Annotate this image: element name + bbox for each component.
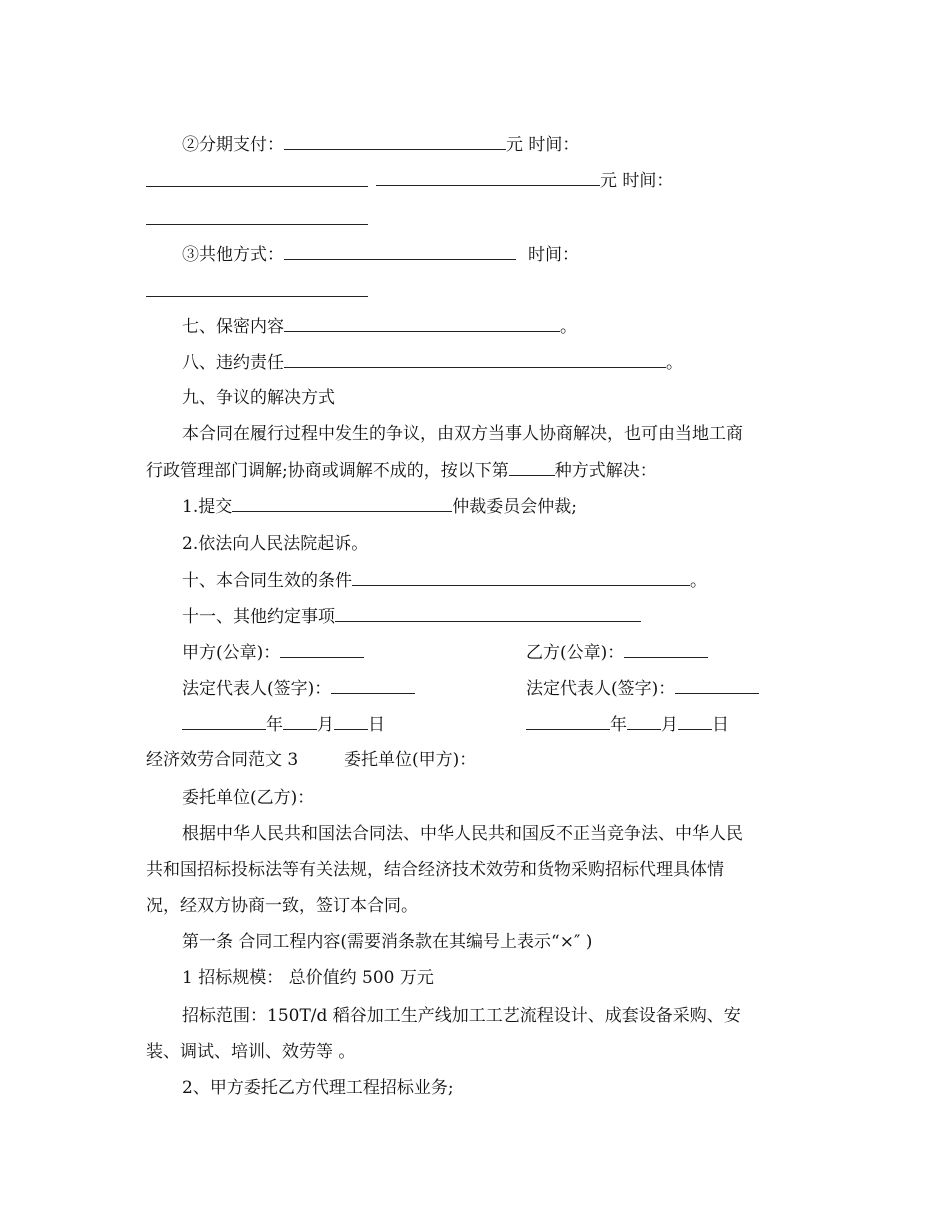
option-one (182, 494, 577, 519)
other-matters-blank (335, 604, 641, 622)
contract3-title: 经济效劳合同范文 3 (146, 750, 299, 770)
intro-line3: 况，经双方协商一致，签订本合同。 (146, 896, 418, 916)
yuan-time-label: 元 时间： (506, 135, 580, 155)
time-blank (146, 186, 368, 187)
item-two: 2、甲方委托乙方代理工程招标业务; (182, 1078, 454, 1098)
clause-eight (182, 350, 683, 375)
day-label: 日 (368, 715, 385, 735)
clause-ten (182, 568, 707, 593)
day-label: 日 (712, 715, 729, 735)
yuan-time-label: 元 时间： (600, 171, 674, 191)
clause-nine-title: 九、争议的解决方式 (182, 388, 335, 408)
clause-ten-label: 十、本合同生效的条件 (182, 571, 352, 591)
time-blank (146, 296, 368, 297)
option-one-label: 1.提交 (182, 497, 233, 517)
seal-blank (624, 640, 708, 658)
party-b-rep (526, 676, 759, 701)
confidential-blank (284, 314, 560, 332)
other-method-label: ③共他方式： (182, 245, 284, 265)
day-blank (678, 712, 712, 730)
party-a-seal (182, 640, 364, 665)
month-label: 月 (661, 715, 678, 735)
amount-blank (376, 168, 600, 186)
breach-blank (284, 350, 666, 368)
clause-seven (182, 314, 577, 339)
year-blank (182, 712, 266, 730)
installment-payment-line (182, 132, 579, 157)
arbitration-blank (232, 494, 452, 512)
clause-seven-label: 七、保密内容 (182, 317, 284, 337)
month-blank (627, 712, 661, 730)
clause-eleven-label: 十一、其他约定事项 (182, 607, 335, 627)
client-a-label: 委托单位(甲方)： (344, 750, 477, 770)
bidding-scope-line2: 装、调试、培训、效劳等 。 (146, 1042, 356, 1062)
option-number-blank (509, 458, 555, 476)
amount-blank (284, 132, 506, 150)
time-label: 时间： (528, 245, 579, 265)
month-blank (283, 712, 317, 730)
party-a-rep (182, 676, 415, 701)
effect-condition-blank (352, 568, 690, 586)
bidding-scope-line1: 招标范围：150T/d 稻谷加工生产线加工工艺流程设计、成套设备采购、安 (182, 1006, 741, 1026)
clause-nine-text-tail: 种方式解决： (554, 461, 657, 481)
bidding-scale: 1 招标规模： 总价值约 500 万元 (182, 968, 434, 988)
client-b-label: 委托单位(乙方)： (182, 788, 315, 808)
intro-line1: 根据中华人民共和国法合同法、中华人民共和国反不正当竞争法、中华人民 (182, 824, 743, 844)
day-blank (334, 712, 368, 730)
amount-blank (284, 242, 516, 260)
party-b-date (526, 712, 729, 737)
party-b-seal (526, 640, 708, 665)
period: 。 (560, 317, 577, 337)
clause-nine-text: 行政管理部门调解;协商或调解不成的，按以下第 (146, 461, 509, 481)
party-b-seal-label: 乙方(公章)： (526, 643, 625, 663)
seal-blank (280, 640, 364, 658)
installment-label: ②分期支付： (182, 135, 284, 155)
year-label: 年 (610, 715, 627, 735)
party-a-date (182, 712, 385, 737)
installment-payment-line-2 (376, 168, 673, 193)
option-two: 2.依法向人民法院起诉。 (182, 534, 369, 554)
clause-nine-para-line2 (146, 458, 657, 483)
year-label: 年 (266, 715, 283, 735)
article-one: 第一条 合同工程内容(需要消条款在其编号上表示“×″ ) (182, 932, 593, 952)
other-payment-line (182, 242, 579, 267)
sign-blank (675, 676, 759, 694)
party-a-seal-label: 甲方(公章)： (182, 643, 281, 663)
period: 。 (666, 353, 683, 373)
clause-eleven (182, 604, 641, 629)
rep-sign-label: 法定代表人(签字)： (182, 679, 332, 699)
option-one-tail: 仲裁委员会仲裁; (452, 497, 577, 517)
intro-line2: 共和国招标投标法等有关法规，结合经济技术效劳和货物采购招标代理具体情 (146, 860, 724, 880)
rep-sign-label: 法定代表人(签字)： (526, 679, 676, 699)
time-blank (146, 224, 368, 225)
clause-nine-para-line1: 本合同在履行过程中发生的争议，由双方当事人协商解决，也可由当地工商 (182, 424, 743, 444)
sign-blank (331, 676, 415, 694)
clause-eight-label: 八、违约责任 (182, 353, 284, 373)
month-label: 月 (317, 715, 334, 735)
period: 。 (690, 571, 707, 591)
year-blank (526, 712, 610, 730)
